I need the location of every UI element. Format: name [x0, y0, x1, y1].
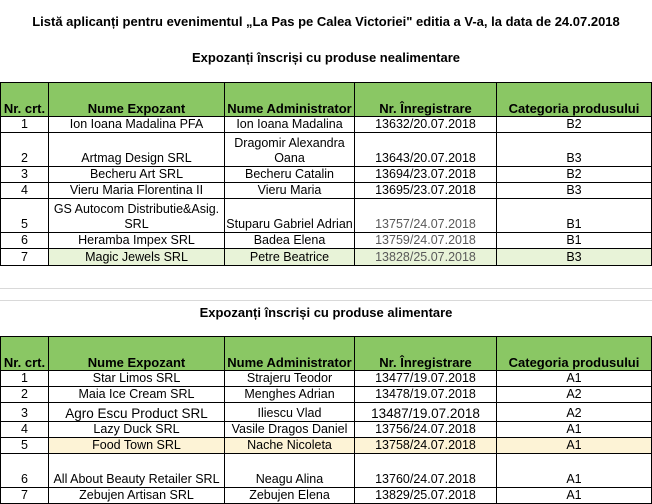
cell-reg[interactable]: 13829/25.07.2018	[355, 488, 497, 504]
cell-reg[interactable]: 13694/23.07.2018	[355, 167, 497, 183]
cell-nr[interactable]: 2	[1, 387, 49, 403]
cell-reg[interactable]: 13760/24.07.2018	[355, 454, 497, 488]
cell-expozant[interactable]: All About Beauty Retailer SRL	[49, 454, 225, 488]
cell-admin[interactable]: Badea Elena	[225, 233, 355, 249]
cell-cat[interactable]: B3	[497, 183, 652, 199]
cell-expozant[interactable]: Zebujen Artisan SRL	[49, 488, 225, 504]
cell-nr[interactable]: 6	[1, 233, 49, 249]
cell-nr[interactable]: 3	[1, 403, 49, 422]
cell-admin[interactable]: Vieru Maria	[225, 183, 355, 199]
cell-nr[interactable]: 3	[1, 167, 49, 183]
cell-reg[interactable]: 13695/23.07.2018	[355, 183, 497, 199]
cell-cat[interactable]: A1	[497, 438, 652, 454]
table-row[interactable]	[1, 183, 652, 199]
cell-cat[interactable]: B3	[497, 133, 652, 167]
table-row[interactable]	[1, 422, 652, 438]
cell-reg[interactable]: 13632/20.07.2018	[355, 117, 497, 133]
cell-reg[interactable]: 13756/24.07.2018	[355, 422, 497, 438]
cell-cat[interactable]: A1	[497, 488, 652, 504]
table-row[interactable]	[1, 133, 652, 167]
cell-expozant[interactable]: Becheru Art SRL	[49, 167, 225, 183]
cell-admin[interactable]: Vasile Dragos Daniel	[225, 422, 355, 438]
cell-cat[interactable]: B2	[497, 117, 652, 133]
cell-expozant[interactable]: Maia Ice Cream SRL	[49, 387, 225, 403]
cell-nr[interactable]: 7	[1, 488, 49, 504]
nonfood-table	[0, 82, 652, 266]
empty-row-divider	[0, 288, 652, 289]
cell-nr[interactable]: 5	[1, 199, 49, 233]
header-nr: Nr. crt.	[1, 83, 49, 117]
cell-nr[interactable]: 2	[1, 133, 49, 167]
table-row[interactable]	[1, 387, 652, 403]
cell-nr[interactable]: 6	[1, 454, 49, 488]
cell-admin[interactable]: Petre Beatrice	[225, 249, 355, 266]
cell-cat[interactable]: A1	[497, 371, 652, 387]
table-header-row	[1, 83, 652, 117]
cell-reg[interactable]: 13828/25.07.2018	[355, 249, 497, 266]
cell-nr[interactable]: 4	[1, 183, 49, 199]
empty-row-divider	[0, 300, 652, 301]
cell-cat[interactable]: A2	[497, 403, 652, 422]
cell-expozant[interactable]: Agro Escu Product SRL	[49, 403, 225, 422]
cell-admin[interactable]: Menghes Adrian	[225, 387, 355, 403]
cell-expozant[interactable]: Food Town SRL	[49, 438, 225, 454]
cell-cat[interactable]: A1	[497, 454, 652, 488]
cell-expozant[interactable]: Ion Ioana Madalina PFA	[49, 117, 225, 133]
header-expozant: Nume Expozant	[49, 337, 225, 371]
cell-expozant[interactable]: Heramba Impex SRL	[49, 233, 225, 249]
table-row[interactable]	[1, 249, 652, 266]
table-row[interactable]	[1, 403, 652, 422]
cell-admin[interactable]: Becheru Catalin	[225, 167, 355, 183]
table-row[interactable]	[1, 454, 652, 488]
cell-admin[interactable]: Ion Ioana Madalina	[225, 117, 355, 133]
page-title: Listă aplicanți pentru evenimentul „La Pas pe Calea Victoriei" editia a V-a, la data de 24.07.2018	[32, 14, 620, 29]
cell-reg[interactable]: 13643/20.07.2018	[355, 133, 497, 167]
cell-admin[interactable]: Stuparu Gabriel Adrian	[225, 199, 355, 233]
cell-cat[interactable]: A1	[497, 422, 652, 438]
cell-nr[interactable]: 5	[1, 438, 49, 454]
cell-cat[interactable]: A2	[497, 387, 652, 403]
header-nr: Nr. crt.	[1, 337, 49, 371]
cell-admin[interactable]: Zebujen Elena	[225, 488, 355, 504]
cell-cat[interactable]: B1	[497, 233, 652, 249]
cell-cat[interactable]: B1	[497, 199, 652, 233]
header-expozant: Nume Expozant	[49, 83, 225, 117]
cell-reg[interactable]: 13759/24.07.2018	[355, 233, 497, 249]
cell-expozant[interactable]: Star Limos SRL	[49, 371, 225, 387]
cell-expozant[interactable]: GS Autocom Distributie&Asig. SRL	[49, 199, 225, 233]
cell-reg[interactable]: 13478/19.07.2018	[355, 387, 497, 403]
table-header-row	[1, 337, 652, 371]
cell-admin[interactable]: Dragomir Alexandra Oana	[225, 133, 355, 167]
cell-reg[interactable]: 13758/24.07.2018	[355, 438, 497, 454]
table-row[interactable]	[1, 167, 652, 183]
cell-expozant[interactable]: Artmag Design SRL	[49, 133, 225, 167]
cell-expozant[interactable]: Magic Jewels SRL	[49, 249, 225, 266]
cell-nr[interactable]: 4	[1, 422, 49, 438]
header-administrator: Nume Administrator	[225, 83, 355, 117]
header-categoria: Categoria produsului	[497, 83, 652, 117]
cell-reg[interactable]: 13757/24.07.2018	[355, 199, 497, 233]
section-heading-food: Expozanți înscriși cu produse alimentare	[199, 305, 453, 320]
table-row[interactable]	[1, 488, 652, 504]
cell-admin[interactable]: Neagu Alina	[225, 454, 355, 488]
header-inregistrare: Nr. Înregistrare	[355, 337, 497, 371]
section-heading-nonfood: Expozanți înscriși cu produse nealimentare	[191, 50, 461, 65]
cell-cat[interactable]: B3	[497, 249, 652, 266]
table-row[interactable]	[1, 117, 652, 133]
table-row[interactable]	[1, 438, 652, 454]
cell-reg[interactable]: 13487/19.07.2018	[355, 403, 497, 422]
cell-cat[interactable]: B2	[497, 167, 652, 183]
cell-reg[interactable]: 13477/19.07.2018	[355, 371, 497, 387]
table-row[interactable]	[1, 233, 652, 249]
cell-admin[interactable]: Strajeru Teodor	[225, 371, 355, 387]
food-table	[0, 336, 652, 504]
cell-nr[interactable]: 1	[1, 371, 49, 387]
cell-expozant[interactable]: Lazy Duck SRL	[49, 422, 225, 438]
cell-expozant[interactable]: Vieru Maria Florentina II	[49, 183, 225, 199]
cell-admin[interactable]: Nache Nicoleta	[225, 438, 355, 454]
header-administrator: Nume Administrator	[225, 337, 355, 371]
header-categoria: Categoria produsului	[497, 337, 652, 371]
table-row[interactable]	[1, 199, 652, 233]
header-inregistrare: Nr. Înregistrare	[355, 83, 497, 117]
cell-nr[interactable]: 7	[1, 249, 49, 266]
table-row[interactable]	[1, 371, 652, 387]
cell-admin[interactable]: Iliescu Vlad	[225, 403, 355, 422]
cell-nr[interactable]: 1	[1, 117, 49, 133]
